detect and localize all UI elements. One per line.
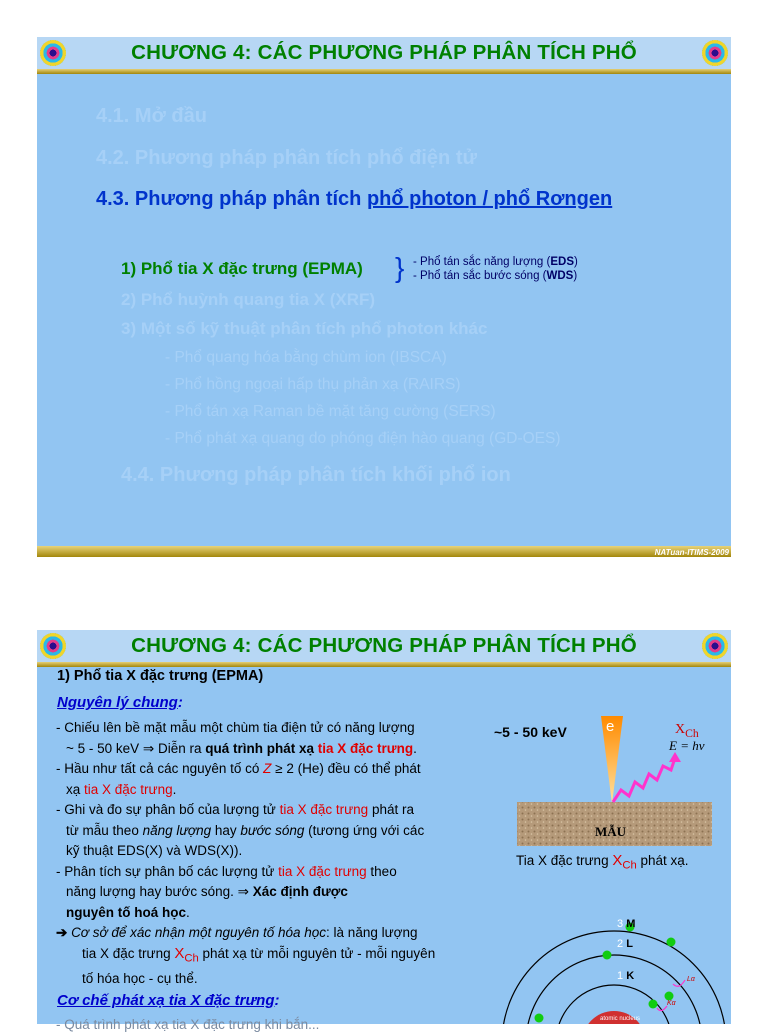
subsection-other: 3) Một số kỹ thuật phân tích phổ photon khác	[121, 319, 488, 338]
line: tia X đặc trưng $X_{Ch}$ phát xạ từ mỗi nguyên tử - mỗi nguyên	[82, 944, 436, 965]
line: kỹ thuật EDS(X) và WDS(X)).	[66, 843, 243, 858]
atom-svg	[497, 918, 731, 1024]
line: xạ tia X đặc trưng.	[66, 781, 177, 797]
electron-label: e	[606, 718, 615, 735]
principle-text	[56, 718, 435, 989]
xray-wave	[613, 758, 675, 802]
section-principle: Nguyên lý chung:	[57, 694, 183, 711]
brace-line-wds: - Phổ tán sắc bước sóng (WDS)	[413, 270, 578, 282]
line: - Hầu như tất cả các nguyên tố có Z ≥ 2 (He) đều có thể phát	[56, 761, 421, 776]
diagram-caption: Tia X đặc trưng $X_{Ch}$ phát xạ.	[516, 852, 689, 872]
technique-gd-oes: - Phổ phát xạ quang do phóng điện hào quang (GD-OES)	[165, 430, 561, 447]
electron-dot	[649, 1000, 658, 1009]
line: tố hóa học - cụ thể.	[82, 970, 198, 986]
toc-item-4-3-prefix: 4.3. Phương pháp phân tích	[96, 188, 367, 210]
lalpha-label: Lα	[687, 976, 695, 983]
electron-dot	[603, 951, 612, 960]
author-credit: NATuan-ITIMS-2009	[654, 548, 729, 557]
line: từ mẫu theo năng lượng hay bước sóng (tương ứng với các	[66, 822, 425, 838]
shell-k-label: 1 K	[617, 970, 635, 982]
slide-title: CHƯƠNG 4: CÁC PHƯƠNG PHÁP PHÂN TÍCH PHỔ	[131, 634, 637, 657]
line: - Chiếu lên bề mặt mẫu một chùm tia điện tử có năng lượng	[56, 720, 415, 735]
title-underline	[37, 662, 731, 667]
energy-label: ~5 - 50 keV	[494, 724, 567, 740]
line: nguyên tố hoá học.	[66, 904, 190, 920]
slide-1	[37, 37, 731, 557]
toc-item-4-2: 4.2. Phương pháp phân tích phổ điện tử	[96, 147, 477, 169]
subsection-epma: 1) Phổ tia X đặc trưng (EPMA)	[121, 259, 363, 278]
slide-heading: 1) Phổ tia X đặc trưng (EPMA)	[57, 668, 264, 684]
line: ~ 5 - 50 keV ⇒ Diễn ra quá trình phát xạ tia X đặc trưng.	[66, 740, 417, 756]
sample-label: MẪU	[595, 824, 627, 839]
line: - Ghi và đo sự phân bố của lượng tử tia X đặc trưng phát ra	[56, 802, 414, 817]
footer-bar	[37, 546, 731, 557]
slide-title: CHƯƠNG 4: CÁC PHƯƠNG PHÁP PHÂN TÍCH PHỔ	[131, 41, 637, 64]
brace-icon: }	[395, 252, 405, 283]
toc-item-4-3-link[interactable]: phổ photon / phổ Rơngen	[366, 188, 613, 210]
atom-diagram	[497, 918, 731, 1024]
brace-line-eds: - Phổ tán sắc năng lượng (EDS)	[413, 256, 578, 268]
energy-formula: E = hν	[669, 738, 705, 753]
xch-label: $X_{Ch}$	[675, 722, 699, 740]
shell-l-label: 2 L	[617, 938, 633, 950]
technique-rairs: - Phổ hồng ngoại hấp thụ phản xạ (RAIRS)	[165, 376, 461, 393]
line: ➔ Cơ sở để xác nhận một nguyên tố hóa học: là năng lượng	[56, 925, 418, 940]
toc-item-4-1: 4.1. Mở đầu	[96, 105, 207, 127]
section-mechanism: Cơ chế phát xạ tia X đặc trưng:	[57, 992, 280, 1009]
mechanism-text: - Quá trình phát xạ tia X đặc trưng khi bắn...	[56, 1017, 320, 1032]
line: - Phân tích sự phân bố các lượng tử tia X đặc trưng theo	[56, 863, 397, 879]
brace-list	[413, 255, 578, 283]
electron-dot	[535, 1014, 544, 1023]
technique-ibsca: - Phổ quang hóa bằng chùm ion (IBSCA)	[165, 349, 447, 366]
toc-item-4-3	[96, 188, 612, 211]
subsection-xrf: 2) Phổ huỳnh quang tia X (XRF)	[121, 290, 376, 309]
title-underline	[37, 69, 731, 74]
electron-dot	[667, 938, 676, 947]
kalpha-label: Kα	[667, 1000, 676, 1007]
nucleus-label: atomic nucleus	[600, 1016, 641, 1022]
line: năng lượng hay bước sóng. ⇒ Xác định được	[66, 884, 348, 899]
technique-sers: - Phổ tán xạ Raman bề mặt tăng cường (SERS)	[165, 403, 496, 420]
slide-2	[37, 630, 731, 1032]
shell-m-label: 3 M	[617, 918, 636, 930]
arrow-right-icon: ➔	[56, 925, 72, 940]
toc-item-4-4: 4.4. Phương pháp phân tích khối phổ ion	[121, 464, 511, 486]
